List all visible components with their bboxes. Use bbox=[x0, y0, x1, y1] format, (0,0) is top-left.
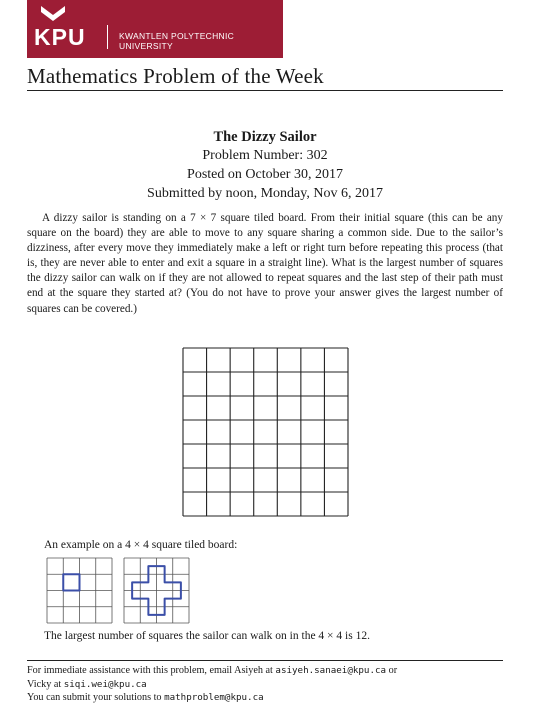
posted-date: Posted on October 30, 2017 bbox=[187, 167, 343, 182]
example-board-square-path bbox=[46, 557, 114, 625]
university-name: KWANTLEN POLYTECHNIC UNIVERSITY bbox=[119, 31, 235, 51]
problem-number: Problem Number: 302 bbox=[202, 148, 328, 163]
email-asiyeh[interactable]: asiyeh.sanaei@kpu.ca bbox=[275, 665, 387, 676]
kpu-logo-text: KPU bbox=[34, 24, 86, 50]
page-title: Mathematics Problem of the Week bbox=[27, 64, 324, 88]
email-vicky[interactable]: siqi.wei@kpu.ca bbox=[63, 678, 147, 690]
problem-heading bbox=[27, 128, 503, 203]
bottom-divider bbox=[27, 660, 503, 661]
logo-divider bbox=[107, 25, 108, 49]
footer-line-1: For immediate assistance with this problem, email Asiyeh at asiyeh.sanaei@kpu.ca or bbox=[27, 665, 398, 676]
kpu-banner bbox=[27, 0, 283, 58]
kpu-chevron-icon bbox=[39, 4, 67, 24]
example-board-cross-path bbox=[123, 557, 191, 625]
example-result: The largest number of squares the sailor can walk on in the 4 × 4 is 12. bbox=[44, 630, 370, 642]
footer-contact bbox=[27, 664, 397, 705]
example-square-path bbox=[63, 574, 79, 590]
seven-by-seven-board bbox=[182, 347, 350, 517]
email-submission[interactable]: mathproblem@kpu.ca bbox=[164, 692, 264, 703]
example-caption: An example on a 4 × 4 square tiled board: bbox=[44, 539, 238, 551]
due-date: Submitted by noon, Monday, Nov 6, 2017 bbox=[147, 186, 383, 201]
top-divider bbox=[27, 90, 503, 91]
problem-statement: A dizzy sailor is standing on a 7 × 7 square tiled board. From their initial square (this can be any square on the board) they are able to move to any square sharing a common side. Due to the sailor’s dizziness, after every move they immediately make a left or right turn before repeating this process (that is, they are never able to enter and exit a square in a straight line). What is the largest number of squares the dizzy sailor can walk on if they are not allowed to repeat squares and the last step of their path must end at the square they started at? (You do not have to prove your answer gives the largest number of squares can be covered.) bbox=[27, 212, 503, 315]
footer-line-3: You can submit your solutions to mathproblem@kpu.ca bbox=[27, 692, 264, 703]
problem-name: The Dizzy Sailor bbox=[213, 129, 317, 145]
footer-line-2: Vicky at siqi.wei@kpu.ca bbox=[27, 678, 147, 690]
